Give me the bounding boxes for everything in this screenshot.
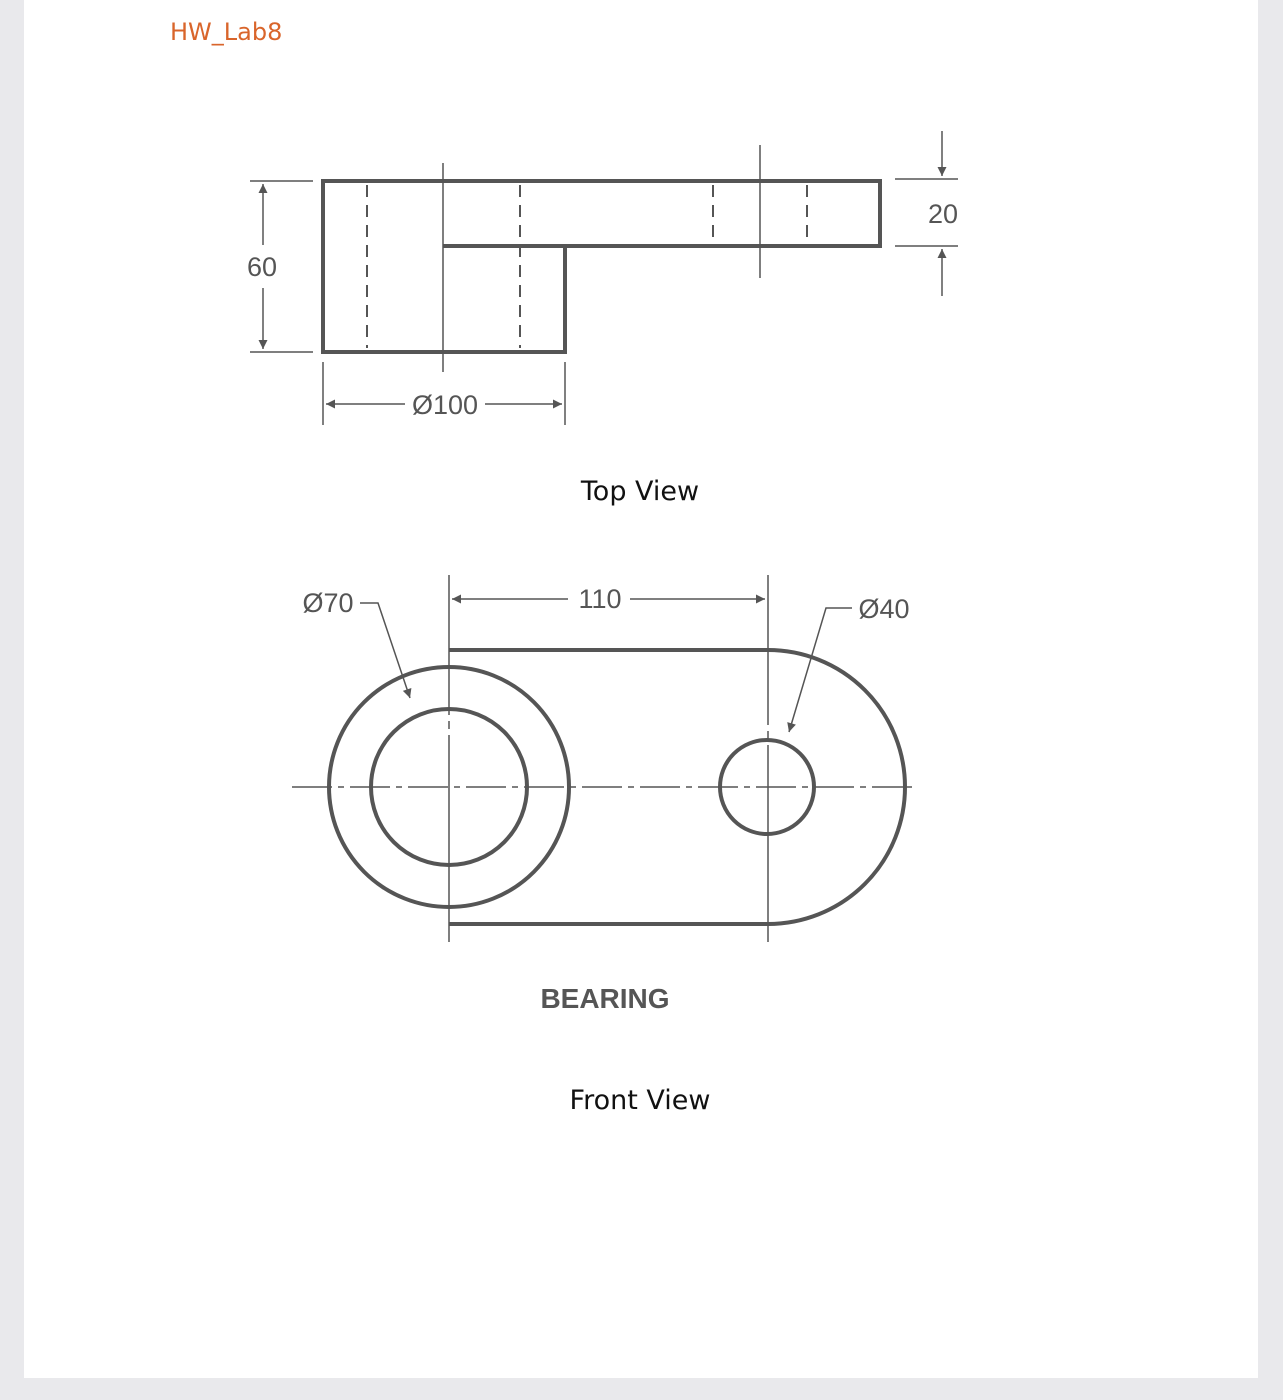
dim-label-70: Ø70 bbox=[302, 588, 354, 618]
front-view-caption: Front View bbox=[569, 1085, 711, 1116]
dim-label-100: Ø100 bbox=[411, 390, 479, 420]
top-view-outline bbox=[323, 181, 880, 352]
dim-label-110: 110 bbox=[578, 584, 622, 614]
part-name-label: BEARING bbox=[540, 983, 670, 1014]
document-title: HW_Lab8 bbox=[170, 18, 283, 46]
front-view bbox=[292, 575, 912, 942]
dim-label-40: Ø40 bbox=[858, 594, 910, 624]
dim-label-60: 60 bbox=[246, 252, 278, 282]
top-view bbox=[247, 131, 958, 425]
dim-label-20: 20 bbox=[927, 199, 959, 229]
top-view-caption: Top View bbox=[580, 476, 700, 507]
